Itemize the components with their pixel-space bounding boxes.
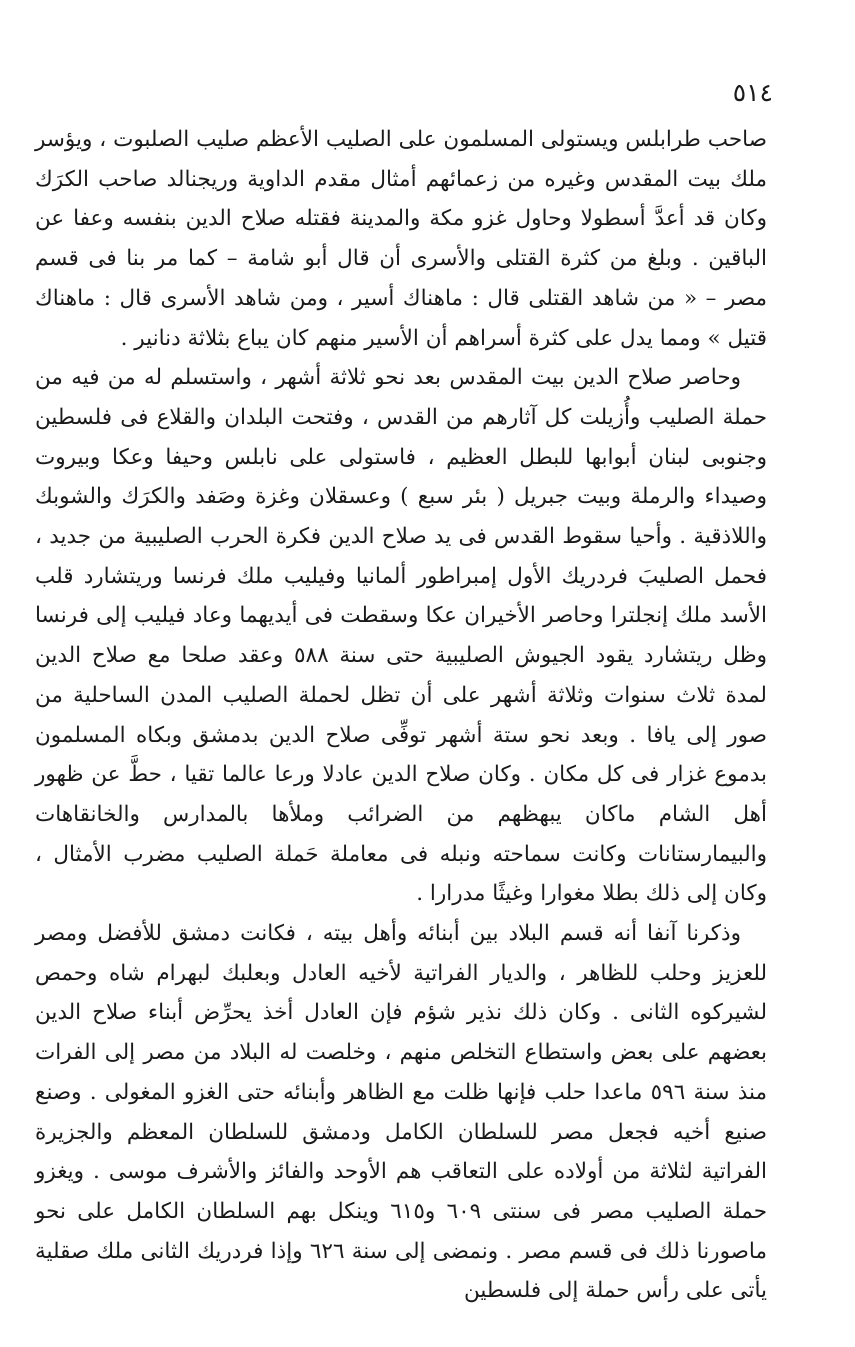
paragraph-2: وحاصر صلاح الدين بيت المقدس بعد نحو ثلاثة أشهر ، واستسلم له من فيه من حملة الصليب وأُزيلت كل آثارهم من القدس ، وفتحت البلدان والقلاع فى فلسطين وجنوبى لبنان أبوابها للبطل العظيم ، فاستولى على نابلس وحيفا وعكا وبيروت وصيداء والرملة وبيت جبريل ( بئر سبع ) وعسقلان وغزة وصَفد والكرَك والشوبك واللاذقية . وأحيا سقوط القدس فى يد صلاح الدين فكرة الحرب الصليبية من جديد ، فحمل الصليبَ فردريك الأول إمبراطور ألمانيا وفيليب ملك فرنسا وريتشارد قلب الأسد ملك إنجلترا وحاصر الأخيران عكا وسقطت فى أيديهما وعاد فيليب إلى فرنسا وظل ريتشارد يقود الجيوش الصليبية حتى سنة ٥٨٨ وعقد صلحا مع صلاح الدين لمدة ثلاث سنوات وثلاثة أشهر على أن تظل لحملة الصليب المدن الساحلية من صور إلى يافا . وبعد نحو ستة أشهر توفِّى صلاح الدين بدمشق وبكاه المسلمون بدموع غزار فى كل مكان . وكان صلاح الدين عادلا ورعا عالما تقيا ، حطَّ عن ظهور أهل الشام ماكان يبهظهم من الضرائب وملأها بالمدارس والخانقاهات والبيمارستانات وكانت سماحته ونبله فى معاملة حَملة الصليب مضرب الأمثال ، وكان إلى ذلك بطلا مغوارا وغيثًا مدرارا .: [35, 365, 767, 907]
paragraph-1: صاحب طرابلس ويستولى المسلمون على الصليب الأعظم صليب الصلبوت ، ويؤسر ملك بيت المقدس وغيره من زعمائهم أمثال مقدم الداوية وريجنالد صاحب الكرَك وكان قد أعدَّ أسطولا وحاول غزو مكة والمدينة فقتله صلاح الدين بنفسه وعفا عن الباقين . وبلغ من كثرة القتلى والأسرى أن قال أبو شامة – كما مر بنا فى قسم مصر – « من شاهد القتلى قال : ماهناك أسير ، ومن شاهد الأسرى قال : ماهناك قتيل » ومما يدل على كثرة أسراهم أن الأسير منهم كان يباع بثلاثة دنانير .: [35, 127, 767, 351]
paragraph-3: وذكرنا آنفا أنه قسم البلاد بين أبنائه وأهل بيته ، فكانت دمشق للأفضل ومصر للعزيز وحلب للظاهر ، والديار الفراتية لأخيه العادل وبعلبك لبهرام شاه وحمص لشيركوه الثانى . وكان ذلك نذير شؤم فإن العادل أخذ يحرِّض أبناء صلاح الدين بعضهم على بعض واستطاع التخلص منهم ، وخلصت له البلاد من مصر إلى الفرات منذ سنة ٥٩٦ ماعدا حلب فإنها ظلت مع الظاهر وأبنائه حتى الغزو المغولى . وصنع صنيع أخيه فجعل مصر للسلطان الكامل ودمشق للسلطان المعظم والجزيرة الفراتية لثلاثة من أولاده على التعاقب هم الأوحد والفائز والأشرف موسى . ويغزو حملة الصليب مصر فى سنتى ٦٠٩ و٦١٥ وينكل بهم السلطان الكامل على نحو ماصورنا ذلك فى قسم مصر . ونمضى إلى سنة ٦٢٦ وإذا فردريك الثانى ملك صقلية يأتى على رأس حملة إلى فلسطين: [35, 921, 767, 1304]
body-text: [35, 120, 767, 1311]
page-number: ٥١٤: [732, 78, 773, 107]
